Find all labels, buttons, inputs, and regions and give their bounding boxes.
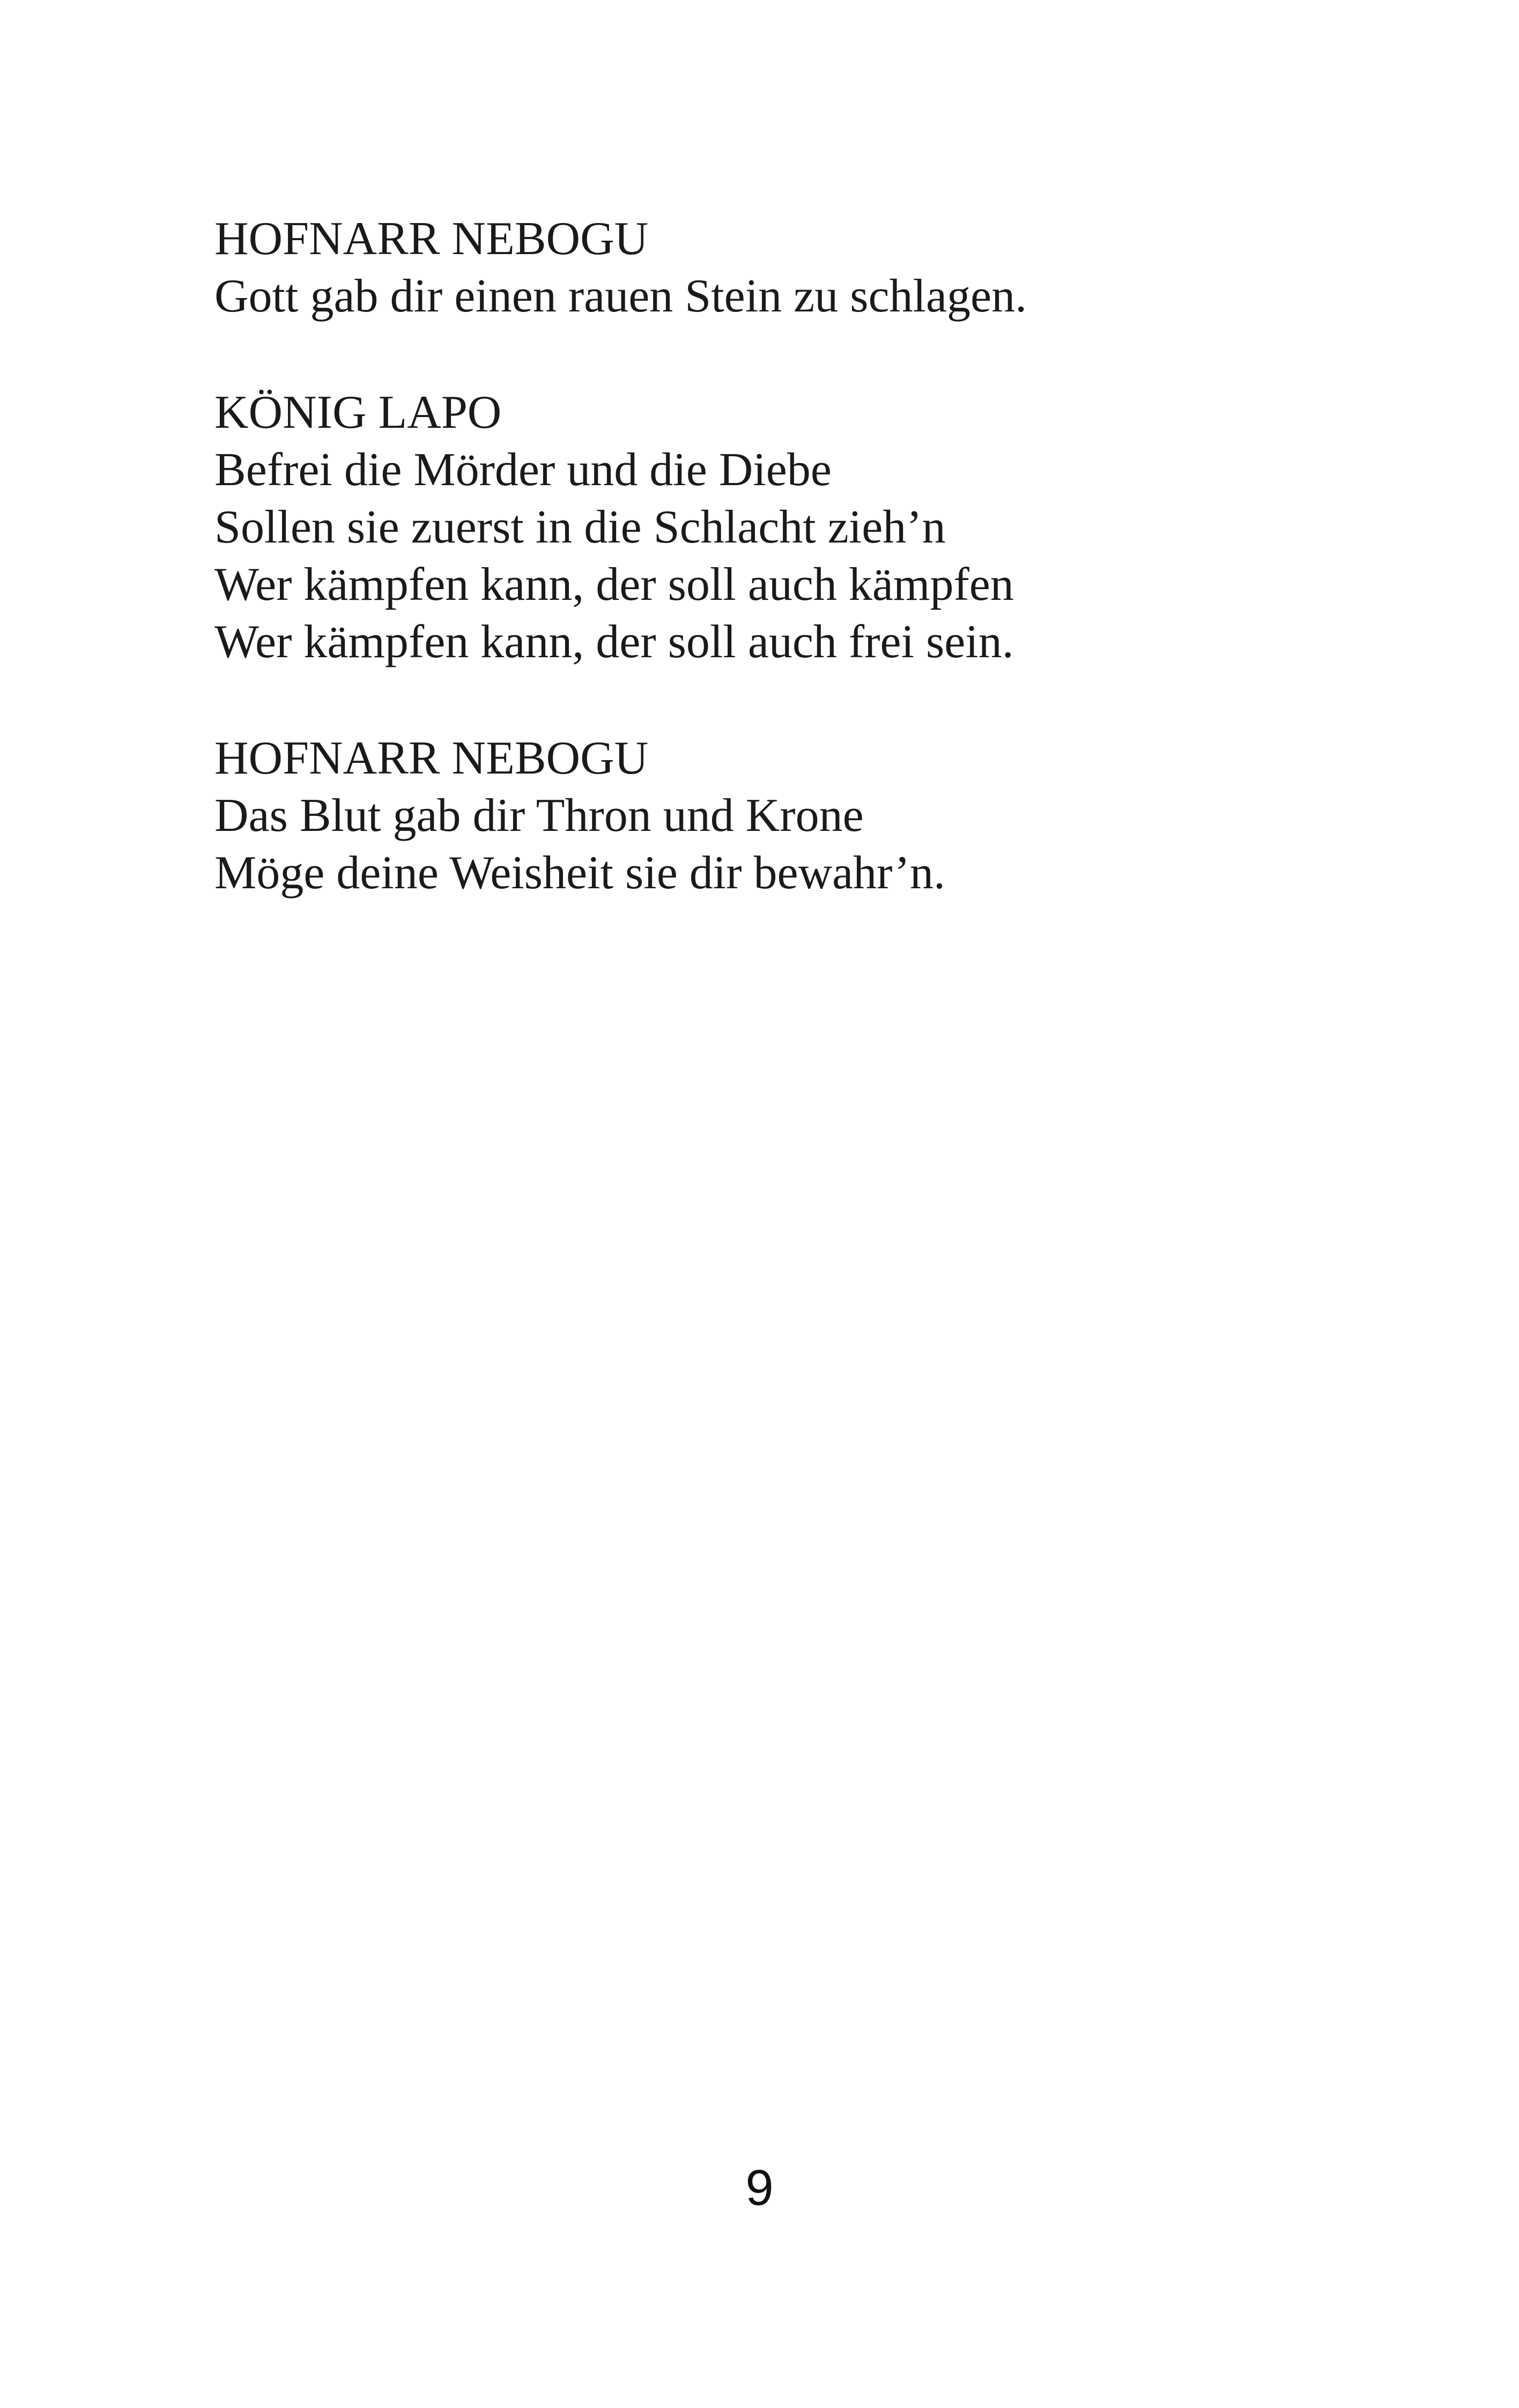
dialogue-block bbox=[214, 384, 1340, 671]
verse-line: Wer kämpfen kann, der soll auch frei sein. bbox=[214, 616, 1014, 668]
speaker-name: HOFNARR NEBOGU bbox=[214, 732, 649, 784]
page-number: 9 bbox=[745, 2159, 774, 2216]
verse-line: Sollen sie zuerst in die Schlacht zieh’n bbox=[214, 501, 946, 553]
speaker-name: KÖNIG LAPO bbox=[214, 387, 502, 439]
dialogue-block bbox=[214, 210, 1340, 325]
speaker-name: HOFNARR NEBOGU bbox=[214, 213, 649, 265]
verse-line: Wer kämpfen kann, der soll auch kämpfen bbox=[214, 559, 1014, 611]
play-text bbox=[214, 210, 1340, 961]
verse-line: Befrei die Mörder und die Diebe bbox=[214, 444, 832, 496]
verse-line: Das Blut gab dir Thron und Krone bbox=[214, 790, 864, 842]
verse-line: Möge deine Weisheit sie dir bewahr’n. bbox=[214, 847, 946, 899]
verse-line: Gott gab dir einen rauen Stein zu schlagen. bbox=[214, 270, 1027, 322]
dialogue-block bbox=[214, 730, 1340, 902]
